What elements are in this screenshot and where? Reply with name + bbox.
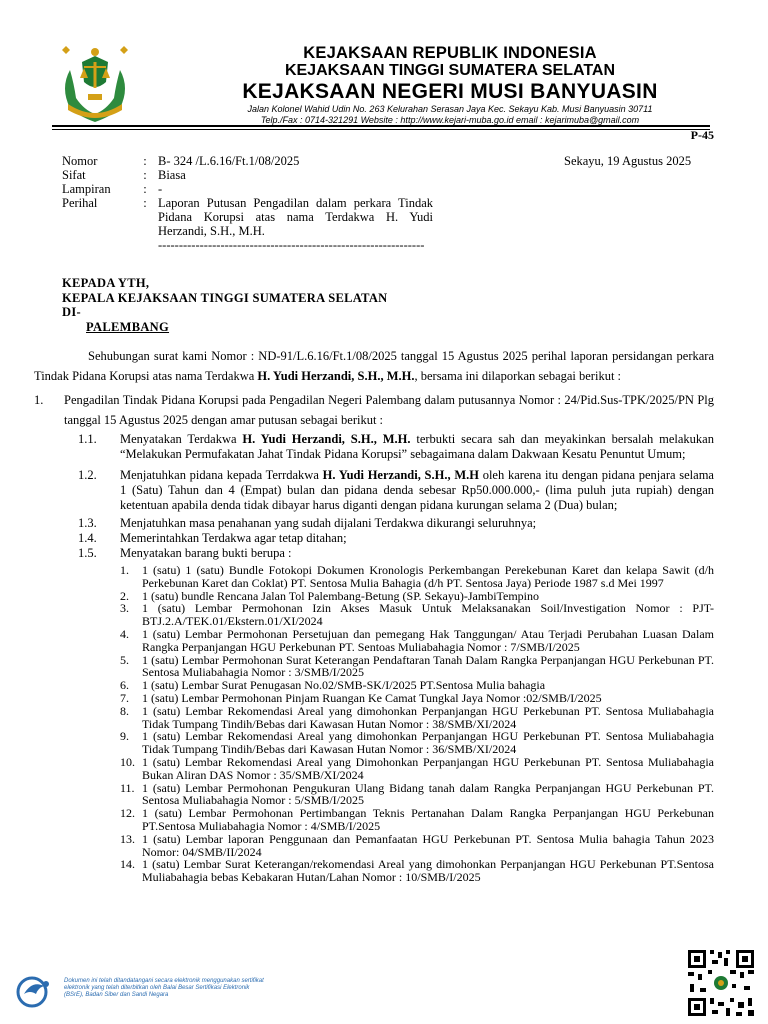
verdict-list [78,432,714,884]
evidence-item: 9. 1 (satu) Lembar Rekomendasi Areal yang dimohonkan Perpanjangan HGU Perkebunan PT. Sentosa Muliabahagia Tidak Tumpang Tindih/Bebas dari Kawasan Hutan Nomor : 36/SMB/XI/2024 [120,729,714,757]
meta-label: Nomor [62,154,98,168]
esign-footer [10,972,270,1012]
verdict-item: 1.5. Menyatakan barang bukti berupa : [78,546,292,560]
evidence-item: 4. 1 (satu) Lembar Permohonan Persetujuan dan pemegang Hak Tanggungan/ Atau Terjadi Perubahan Luasan Dalam Rangka Perpanjangan HGU Perkebunan PT. Sentoas Muliabahagia Nomor : 7/SMB/I/2025 [120,626,714,654]
esign-note: Dokumen ini telah ditandatangani secara elektronik menggunakan sertifikat elektronik yang telah diterbitkan oleh Balai Besar Sertifikasi Elektronik (BSrE), Badan Siber dan Sandi Negara [64,978,264,998]
verdict-item: 1.4. Memerintahkan Terdakwa agar tetap ditahan; [78,531,347,545]
org-line-1: KEJAKSAAN REPUBLIK INDONESIA [303,44,597,62]
evidence-list [120,564,714,884]
list-item: 1. Pengadilan Tindak Pidana Korupsi pada Pengadilan Negeri Palembang dalam putusannya Nomor : 24/Pid.Sus-TPK/2025/PN Plg tanggal 15 Agustus 2025 dengan amar putusan sebagai berikut : [34,393,714,427]
intro-paragraph: Sehubungan surat kami Nomor : ND-91/L.6.16/Ft.1/08/2025 tanggal 15 Agustus 2025 perihal laporan persidangan perkara Tindak Pidana Korupsi atas nama Terdakwa H. Yudi Herzandi, S.H., M.H., bersama ini dilaporkan sebagai berikut : [34,349,714,383]
recipient-line: KEPADA YTH, [62,276,150,290]
evidence-item: 1. 1 (satu) 1 (satu) Bundle Fotokopi Dokumen Kronologis Perkembangan Perekebunan Karet dan kelapa Sawit (d/h Perkebunan Karet dan Coklat) PT. Sentosa Mulia Bahagia (d/h PT. Sentosa Jaya) Periode 1987 s.d Mei 1997 [120,563,714,590]
evidence-item: 2. 1 (satu) bundle Rencana Jalan Tol Palembang-Betung (SP. Sekayu)-JambiTempino [120,588,540,603]
letter-body [34,346,714,884]
meta-value: Biasa [158,168,186,182]
evidence-item: 7. 1 (satu) Lembar Permohonan Pinjam Ruangan Ke Camat Tungkal Jaya Nomor :02/SMB/I/2025 [120,690,602,705]
evidence-item: 10. 1 (satu) Lembar Rekomendasi Areal yang Dimohonkan Perpanjangan HGU Perkebunan PT. Sentosa Muliabahagia Bukan Aliran DAS Nomor : 35/SMB/XI/2024 [120,754,714,782]
perihal-divider: ---------------------------------------------------------------- [158,238,425,252]
org-address: Jalan Kolonel Wahid Udin No. 263 Kelurahan Serasan Jaya Kec. Sekayu Kab. Musi Banyuasin 30711 [247,104,653,114]
meta-value: - [158,182,163,196]
verdict-item: 1.1. Menyatakan Terdakwa H. Yudi Herzandi, S.H., M.H. terbukti secara sah dan meyakinkan bersalah melakukan “Melakukan Permufakatan Jahat Tindak Pidana Korupsi” sebagaimana dalam Dakwaan Kesatu Penuntut Umum; [78,432,714,461]
letter-date: Sekayu, 19 Agustus 2025 [564,154,692,168]
letterhead [0,40,768,132]
meta-row-perihal: Perihal : Laporan Putusan Pengadilan dalam perkara Tindak Pidana Korupsi atas nama Terdakwa H. Yudi Herzandi, S.H., M.H. [62,196,433,238]
evidence-item: 5. 1 (satu) Lembar Permohonan Surat Keterangan Pendaftaran Tanah Dalam Rangka Perpanjangan HGU Perkebunan PT. Sentosa Muliabahagia Nomor : 3/SMB/I/2025 [120,652,714,680]
meta-row-lampiran: Lampiran : - [62,182,433,196]
bsre-logo-icon [14,974,58,1010]
evidence-item: 3. 1 (satu) Lembar Permohonan Izin Akses Masuk Untuk Melaksanakan Soil/Investigation Nomor : PJT-BTJ.2.A/TEK.01/Ekstern.01/XI/2024 [120,601,714,629]
meta-value: B- 324 /L.6.16/Ft.1/08/2025 [158,154,300,168]
recipient-line: DI- [62,305,81,319]
org-contact: Telp./Fax : 0714-321291 Website : http://www.kejari-muba.go.id email : kejarimuba@gmail.com [260,115,640,125]
meta-row-nomor: Nomor : B- 324 /L.6.16/Ft.1/08/2025 [62,154,433,168]
form-code: P-45 [690,128,714,142]
verdict-item: 1.2. Menjatuhkan pidana kepada Terrdakwa H. Yudi Herzandi, S.H., M.H oleh karena itu dengan pidana penjara selama 1 (Satu) Tahun dan 4 (Empat) bulan dan pidana denda sebesar Rp50.000.000,- (lima puluh juta rupiah) dengan ketentuan apabila denda tidak dibayar harus diganti dengan pidana kurungan selama 2 (Dua) bulan; [78,468,714,512]
qr-code-icon[interactable] [686,948,756,1018]
evidence-item: 6. 1 (satu) Lembar Surat Penugasan No.02/SMB-SK/I/2025 PT.Sentosa Mulia bahagia [120,678,546,693]
recipient-city: PALEMBANG [86,319,170,334]
meta-label: Sifat [62,168,86,182]
evidence-item: 13. 1 (satu) Lembar laporan Penggunaan dan Pemanfaatan HGU Perkebunan PT. Sentosa Mulia bahagia Tahun 2023 Nomor: 04/SMB/II/2024 [120,831,714,859]
evidence-item: 12. 1 (satu) Lembar Permohonan Pertimbangan Teknis Pertanahan Dalam Rangka Perpanjangan HGU Perkebunan PT.Sentosa Muliabahagia Nomor : 4/SMB/I/2025 [120,806,714,833]
meta-label: Perihal [62,196,98,210]
meta-label: Lampiran [62,182,111,196]
org-line-2: KEJAKSAAN TINGGI SUMATERA SELATAN [284,62,616,79]
evidence-item: 14. 1 (satu) Lembar Surat Keterangan/rekomendasi Areal yang dimohonkan Perpanjangan HGU Perkebunan PT.Sentosa Muliabahagia bebas Kebakaran Hutan/Lahan Nomor : 10/SMB/I/2025 [120,857,714,885]
evidence-item: 8. 1 (satu) Lembar Rekomendasi Areal yang dimohonkan Perpanjangan HGU Perkebunan PT. Sentosa Muliabahagia Tidak Tumpang Tindih/Bebas dari Kawasan Hutan Nomor : 38/SMB/XI/2024 [120,703,714,731]
evidence-item: 11. 1 (satu) Lembar Permohonan Pengukuran Ulang Bidang tanah dalam Rangka Perpanjangan HGU Perkebunan PT. Sentosa Muliabahagia Nomor : 5/SMB/I/2025 [120,780,714,808]
header-rule-thin [52,129,710,130]
recipient-block [62,276,387,334]
org-line-3: KEJAKSAAN NEGERI MUSI BANYUASIN [242,80,658,103]
letter-meta [62,154,433,252]
header-rule-thick [52,125,710,127]
kejaksaan-emblem-icon [48,46,142,130]
meta-row-sifat: Sifat : Biasa [62,168,433,182]
meta-value: Laporan Putusan Pengadilan dalam perkara Tindak Pidana Korupsi atas nama Terdakwa H. Yudi Herzandi, S.H., M.H. [158,196,433,238]
verdict-item: 1.3. Menjatuhkan masa penahanan yang sudah dijalani Terdakwa dikurangi seluruhnya; [78,516,537,530]
recipient-line: KEPALA KEJAKSAAN TINGGI SUMATERA SELATAN [62,290,388,305]
